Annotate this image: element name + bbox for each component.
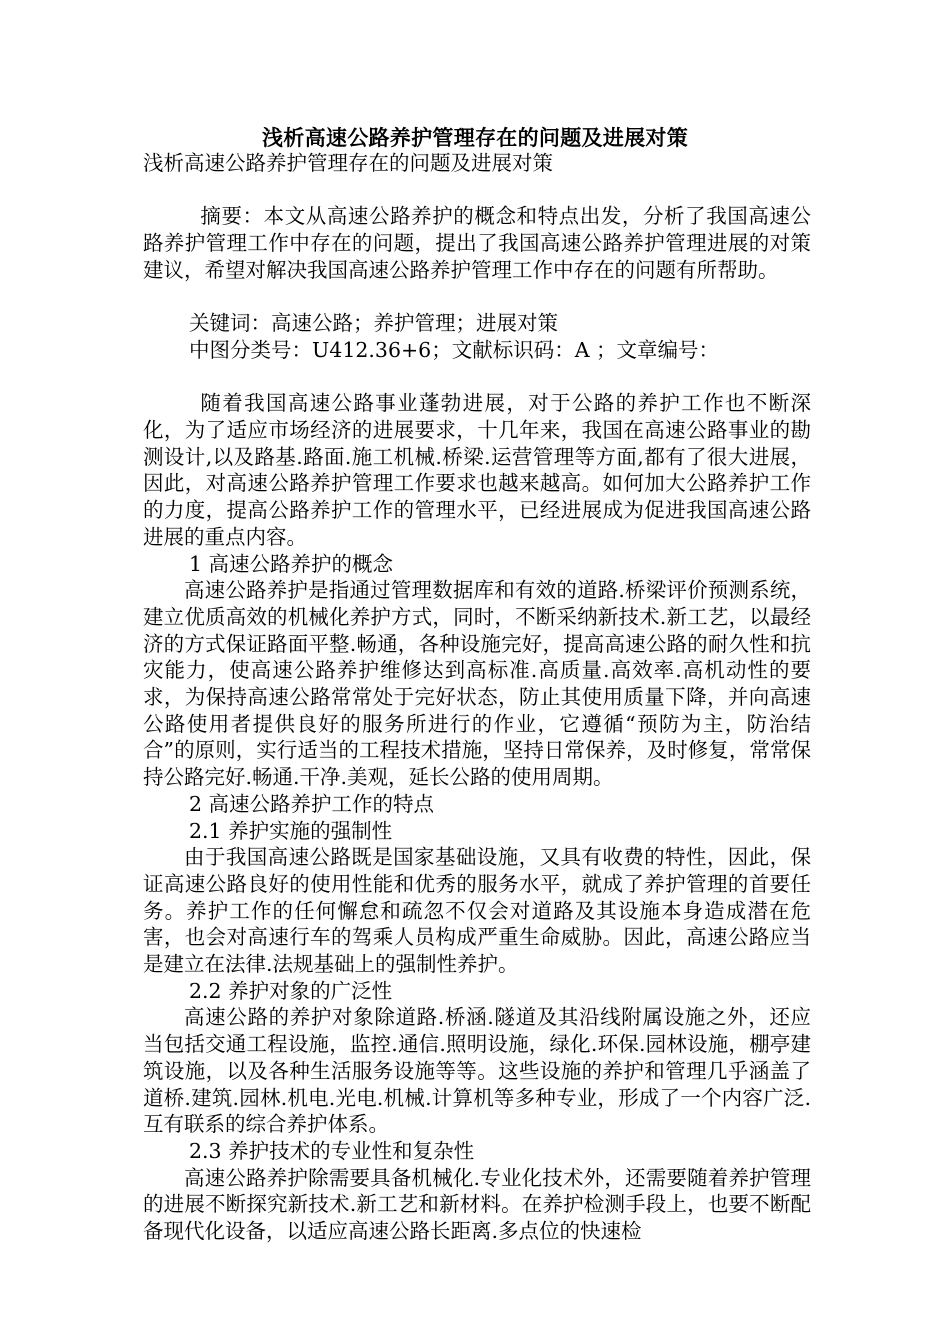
intro-paragraph: 随着我国高速公路事业蓬勃进展，对于公路的养护工作也不断深化，为了适应市场经济的进展要求，十几年来，我国在高速公路事业的勘测设计,以及路基.路面.施工机械.桥梁.运营管理等方面,都有了很大进展，因此，对高速公路养护管理工作要求也越来越高。如何加大公路养护工作的力度，提高公路养护工作的管理水平，已经进展成为促进我国高速公路进展的重点内容。 — [143, 391, 811, 549]
section-1-heading: 1 高速公路养护的概念 — [189, 551, 394, 576]
section-2-1-paragraph: 由于我国高速公路既是国家基础设施，又具有收费的特性，因此，保证高速公路良好的使用性能和优秀的服务水平，就成了养护管理的首要任务。养护工作的任何懈怠和疏忽不仅会对道路及其设施本身造成潜在危害，也会对高速行车的驾乘人员构成严重生命威胁。因此，高速公路应当是建立在法律.法规基础上的强制性养护。 — [143, 845, 811, 977]
keywords-line: 关键词：高速公路；养护管理；进展对策 — [189, 311, 558, 336]
section-2-1-heading: 2.1 养护实施的强制性 — [189, 818, 393, 843]
document-title: 浅析高速公路养护管理存在的问题及进展对策 — [262, 126, 688, 150]
section-2-3-heading: 2.3 养护技术的专业性和复杂性 — [189, 1138, 475, 1163]
section-2-2-heading: 2.2 养护对象的广泛性 — [189, 978, 393, 1003]
section-1-paragraph: 高速公路养护是指通过管理数据库和有效的道路.桥梁评价预测系统，建立优质高效的机械化养护方式，同时，不断采纳新技术.新工艺，以最经济的方式保证路面平整.畅通，各种设施完好，提高高速公路的耐久性和抗灾能力，使高速公路养护维修达到高标准.高质量.高效率.高机动性的要求，为保持高速公路常常处于完好状态，防止其使用质量下降，并向高速公路使用者提供良好的服务所进行的作业，它遵循“预防为主，防治结合”的原则，实行适当的工程技术措施，坚持日常保养，及时修复，常常保持公路完好.畅通.干净.美观，延长公路的使用周期。 — [143, 578, 811, 790]
blank-line — [143, 284, 811, 311]
document-body — [143, 150, 811, 1245]
classification-line: 中图分类号：U412.36+6；文献标识码：A ；文章编号： — [189, 337, 720, 362]
section-2-heading: 2 高速公路养护工作的特点 — [189, 791, 435, 816]
blank-line — [143, 177, 811, 204]
blank-line — [143, 364, 811, 391]
abstract-paragraph: 摘要：本文从高速公路养护的概念和特点出发，分析了我国高速公路养护管理工作中存在的问题，提出了我国高速公路养护管理进展的对策建议，希望对解决我国高速公路养护管理工作中存在的问题有所帮助。 — [143, 204, 811, 282]
section-2-3-paragraph: 高速公路养护除需要具备机械化.专业化技术外，还需要随着养护管理的进展不断探究新技术.新工艺和新材料。在养护检测手段上，也要不断配备现代化设备，以适应高速公路长距离.多点位的快速检 — [143, 1165, 811, 1244]
document-subtitle: 浅析高速公路养护管理存在的问题及进展对策 — [143, 151, 553, 175]
section-2-2-paragraph: 高速公路的养护对象除道路.桥涵.隧道及其沿线附属设施之外，还应当包括交通工程设施，监控.通信.照明设施，绿化.环保.园林设施，棚亭建筑设施，以及各种生活服务设施等等。这些设施的养护和管理几乎涵盖了道桥.建筑.园林.机电.光电.机械.计算机等多种专业，形成了一个内容广泛.互有联系的综合养护体系。 — [143, 1005, 811, 1137]
